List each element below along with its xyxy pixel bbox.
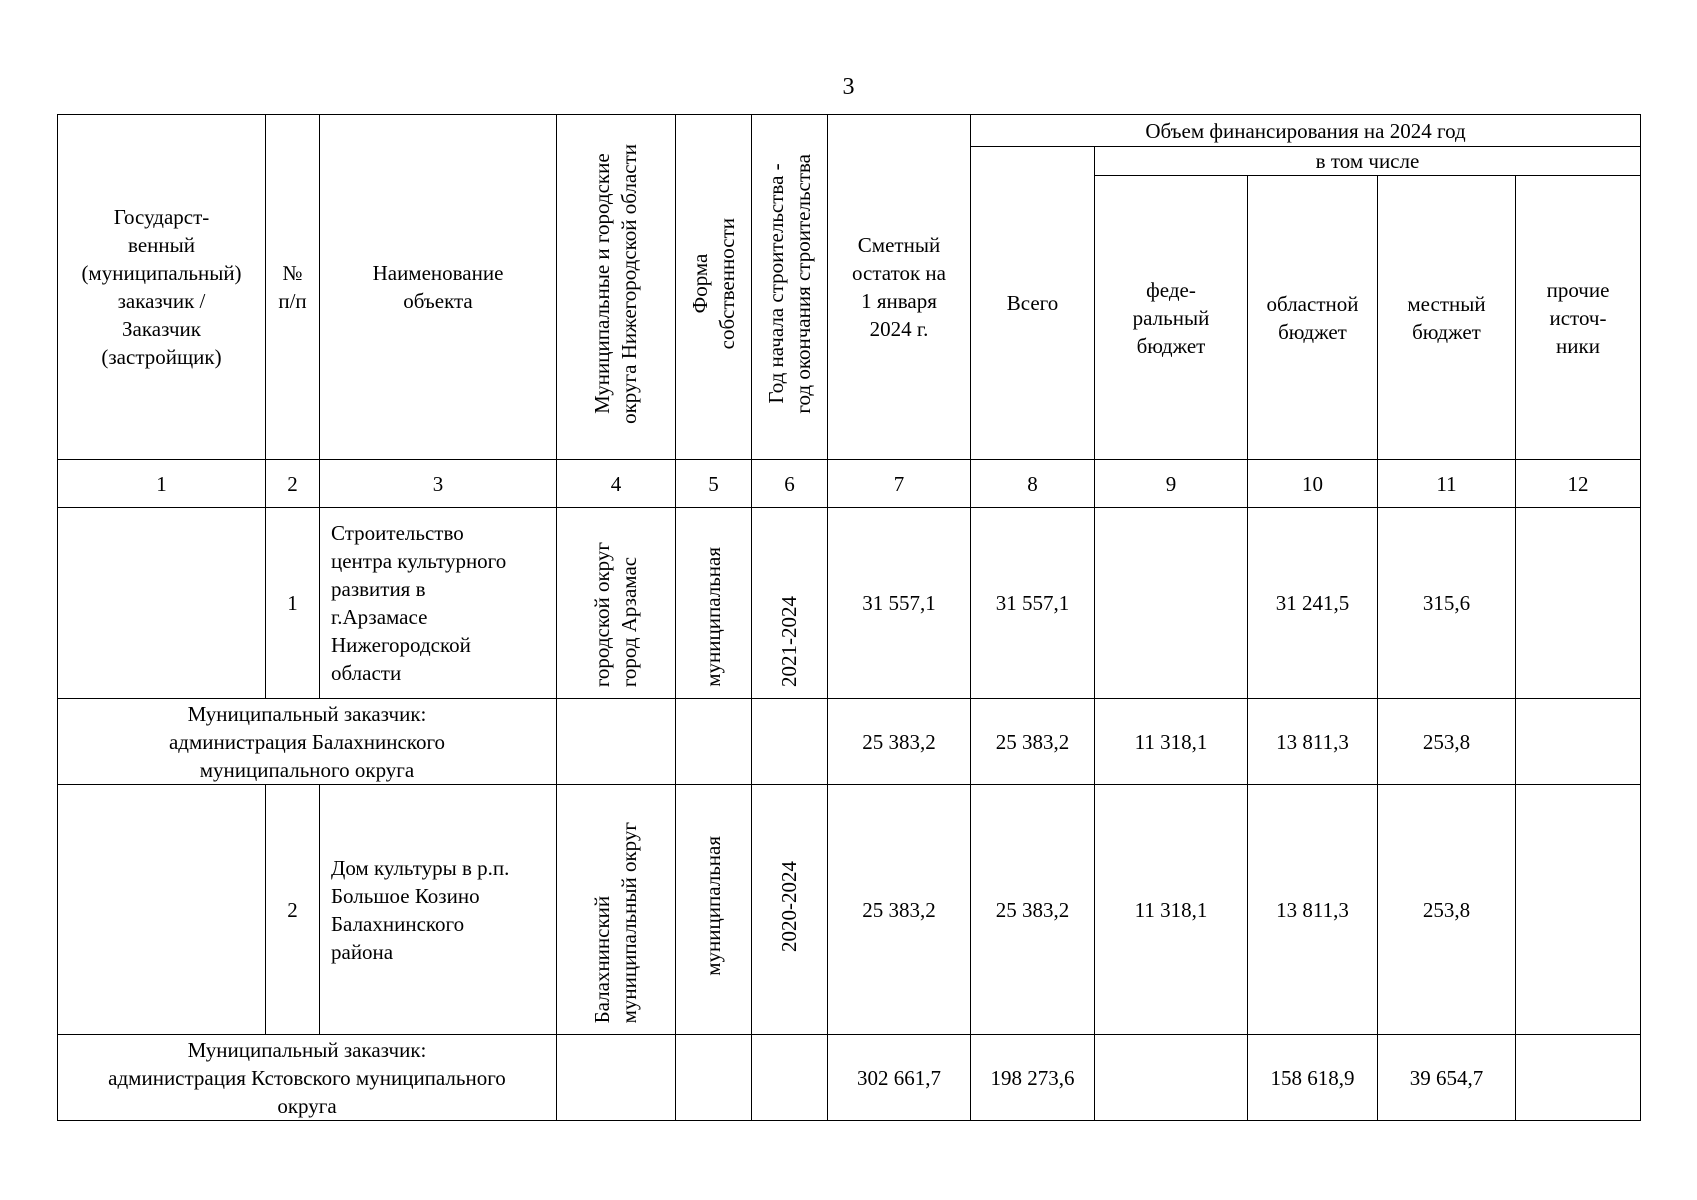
other-cell [1516, 785, 1641, 1035]
column-number: 7 [828, 460, 971, 508]
column-number: 11 [1378, 460, 1516, 508]
header-including-group: в том числе [1095, 147, 1641, 176]
column-numbers-row [58, 460, 1641, 508]
ownership-cell [676, 699, 752, 785]
header-number: № п/п [266, 115, 320, 460]
local-cell: 253,8 [1378, 785, 1516, 1035]
local-cell: 315,6 [1378, 508, 1516, 699]
header-district: Муниципальные и городские округа Нижегородской области [557, 115, 676, 460]
other-cell [1516, 699, 1641, 785]
customer-cell [58, 508, 266, 699]
header-row-1 [58, 115, 1641, 147]
regional-cell: 158 618,9 [1248, 1035, 1378, 1121]
summary-row [58, 1035, 1641, 1121]
customer-cell [58, 785, 266, 1035]
ownership-cell: муниципальная [676, 508, 752, 699]
district-cell: Балахнинский муниципальный округ [557, 785, 676, 1035]
header-regional: областной бюджет [1248, 176, 1378, 460]
column-number: 2 [266, 460, 320, 508]
total-cell: 198 273,6 [971, 1035, 1095, 1121]
header-total: Всего [971, 147, 1095, 460]
column-number: 10 [1248, 460, 1378, 508]
object-row [58, 785, 1641, 1035]
federal-cell: 11 318,1 [1095, 699, 1248, 785]
other-cell [1516, 508, 1641, 699]
header-object-name: Наименование объекта [320, 115, 557, 460]
estimate-cell: 302 661,7 [828, 1035, 971, 1121]
header-years: Год начала строительства - год окончания строительства [752, 115, 828, 460]
estimate-cell: 25 383,2 [828, 785, 971, 1035]
object-name: Строительство центра культурного развития в г.Арзамасе Нижегородской области [320, 508, 557, 699]
header-local: местный бюджет [1378, 176, 1516, 460]
regional-cell: 13 811,3 [1248, 785, 1378, 1035]
header-other: прочие источ- ники [1516, 176, 1641, 460]
district-cell [557, 699, 676, 785]
customer-summary-label: Муниципальный заказчик: администрация Кстовского муниципального округа [58, 1035, 557, 1121]
years-cell [752, 699, 828, 785]
header-estimate-balance: Сметный остаток на 1 января 2024 г. [828, 115, 971, 460]
summary-row [58, 699, 1641, 785]
column-number: 9 [1095, 460, 1248, 508]
total-cell: 25 383,2 [971, 699, 1095, 785]
customer-summary-label: Муниципальный заказчик: администрация Балахнинского муниципального округа [58, 699, 557, 785]
column-number: 6 [752, 460, 828, 508]
row-number: 1 [266, 508, 320, 699]
header-federal: феде- ральный бюджет [1095, 176, 1248, 460]
regional-cell: 13 811,3 [1248, 699, 1378, 785]
years-cell [752, 1035, 828, 1121]
page-number: 3 [842, 74, 855, 100]
local-cell: 39 654,7 [1378, 1035, 1516, 1121]
header-ownership: Форма собственности [676, 115, 752, 460]
federal-cell [1095, 1035, 1248, 1121]
object-name: Дом культуры в р.п. Большое Козино Балахнинского района [320, 785, 557, 1035]
federal-cell: 11 318,1 [1095, 785, 1248, 1035]
column-number: 4 [557, 460, 676, 508]
federal-cell [1095, 508, 1248, 699]
years-cell: 2021-2024 [752, 508, 828, 699]
estimate-cell: 31 557,1 [828, 508, 971, 699]
object-row [58, 508, 1641, 699]
column-number: 12 [1516, 460, 1641, 508]
financing-table [57, 114, 1641, 1121]
estimate-cell: 25 383,2 [828, 699, 971, 785]
other-cell [1516, 1035, 1641, 1121]
column-number: 3 [320, 460, 557, 508]
column-number: 1 [58, 460, 266, 508]
district-cell: городской округ город Арзамас [557, 508, 676, 699]
ownership-cell: муниципальная [676, 785, 752, 1035]
header-financing-group: Объем финансирования на 2024 год [971, 115, 1641, 147]
regional-cell: 31 241,5 [1248, 508, 1378, 699]
ownership-cell [676, 1035, 752, 1121]
row-number: 2 [266, 785, 320, 1035]
years-cell: 2020-2024 [752, 785, 828, 1035]
local-cell: 253,8 [1378, 699, 1516, 785]
header-customer: Государст- венный (муниципальный) заказчик / Заказчик (застройщик) [58, 115, 266, 460]
total-cell: 31 557,1 [971, 508, 1095, 699]
district-cell [557, 1035, 676, 1121]
column-number: 8 [971, 460, 1095, 508]
total-cell: 25 383,2 [971, 785, 1095, 1035]
column-number: 5 [676, 460, 752, 508]
